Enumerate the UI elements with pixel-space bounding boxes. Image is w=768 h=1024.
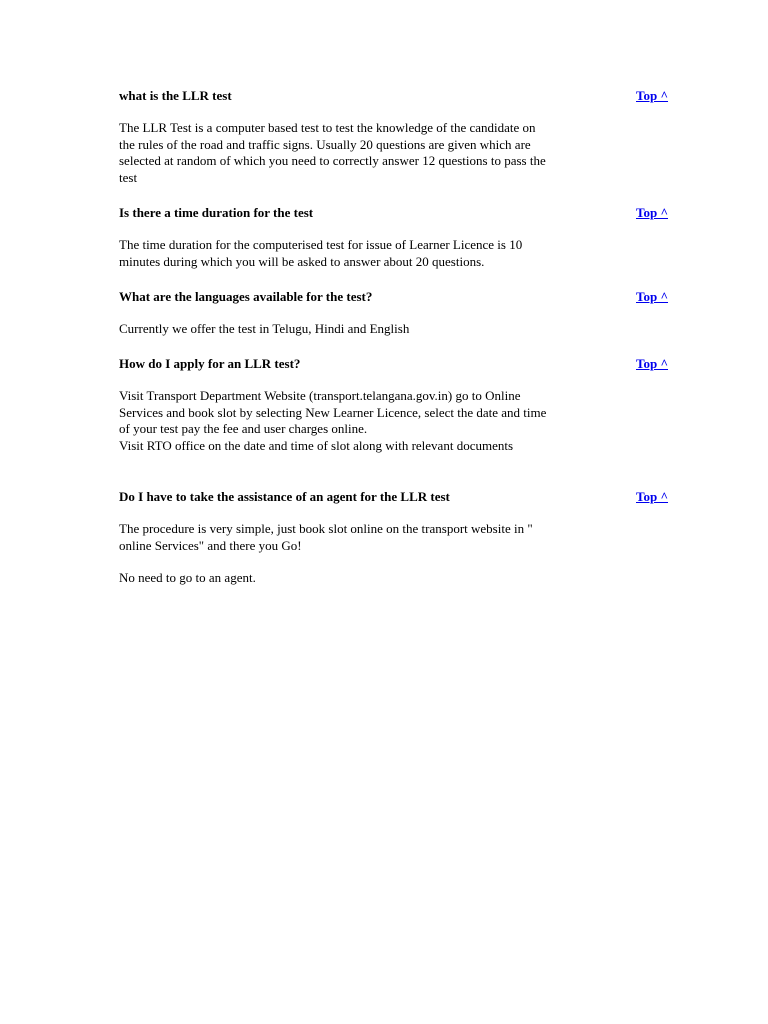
answer-line: The procedure is very simple, just book slot online on the transport website in " [119,521,533,536]
answer-text [119,120,631,187]
answer-line: No need to go to an agent. [119,570,256,586]
answer-text [119,237,631,270]
back-to-top-link[interactable]: Top ^ [636,88,669,103]
answer-line: Visit Transport Department Website (transport.telangana.gov.in) go to Online [119,388,521,403]
back-to-top-link[interactable]: Top ^ [636,356,669,371]
answer-line: of your test pay the fee and user charges online. [119,421,368,437]
answer-line: Currently we offer the test in Telugu, Hindi and English [119,321,410,336]
answer-text [119,321,631,338]
answer-line: minutes during which you will be asked to answer about 20 questions. [119,253,485,269]
back-to-top-link[interactable]: Top ^ [636,289,669,304]
question-row [119,288,679,306]
back-to-top-link[interactable]: Top ^ [636,489,669,504]
faq-item-llr-test [119,87,679,187]
answer-line: selected at random of which you need to correctly answer 12 questions to pass the [119,153,546,169]
question-heading: What are the languages available for the test? [119,289,373,304]
back-to-top-link[interactable]: Top ^ [636,205,669,220]
faq-item-time-duration [119,204,679,270]
answer-line: The LLR Test is a computer based test to test the knowledge of the candidate on [119,120,536,135]
answer-text [119,521,631,554]
question-row [119,87,679,105]
question-heading: How do I apply for an LLR test? [119,356,301,371]
faq-item-agent-assistance [119,488,679,587]
answer-line: the rules of the road and traffic signs. Usually 20 questions are given which are [119,136,531,152]
answer-text [119,388,631,455]
faq-item-how-to-apply [119,355,679,455]
answer-line: Services and book slot by selecting New Learner Licence, select the date and time [119,404,547,420]
question-heading: Do I have to take the assistance of an agent for the LLR test [119,489,450,504]
answer-line: Visit RTO office on the date and time of slot along with relevant documents [119,438,514,454]
question-heading: Is there a time duration for the test [119,205,314,220]
faq-item-languages [119,288,679,338]
question-row [119,355,679,373]
question-row [119,488,679,506]
question-heading: what is the LLR test [119,88,232,103]
answer-line: online Services" and there you Go! [119,537,302,553]
answer-text [119,570,631,587]
answer-line: test [119,170,138,186]
answer-line: The time duration for the computerised test for issue of Learner Licence is 10 [119,237,523,252]
question-row [119,204,679,222]
